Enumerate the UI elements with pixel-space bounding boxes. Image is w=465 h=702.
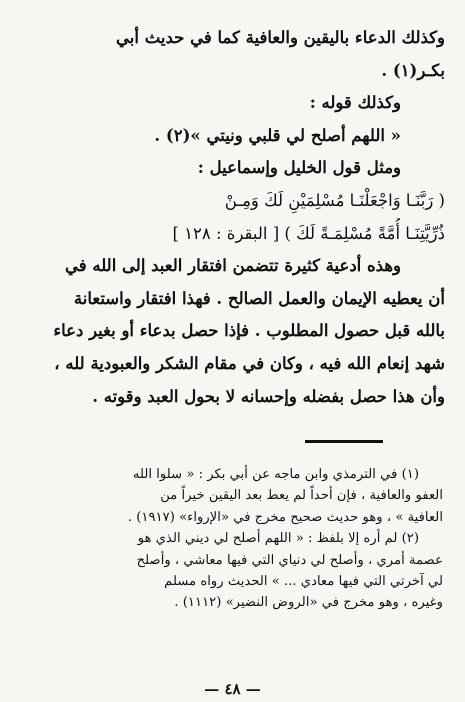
footnote-line: (١) في الترمذي وابن ماجه عن أبي بكر : « سلوا الله (132, 467, 419, 482)
page-number: — ٤٨ — (204, 680, 261, 698)
text-line: وكذلك الدعاء باليقين والعافية كما في حديث أبي (116, 28, 445, 47)
text-line: شهد إنعام الله فيه ، وكان في مقام الشكر والعبودية لله ، (54, 353, 445, 373)
main-text (18, 22, 445, 413)
text-line: ومثل قول الخليل وإسماعيل : (197, 158, 401, 178)
text-line: أن يعطيه الإيمان والعمل الصالح . فهذا افتقار واستعانة (73, 288, 445, 308)
footnote-line: العفو والعافية ، فإن أحداً لم يعط بعد اليقين خيراً من (160, 488, 443, 504)
footnotes (18, 464, 443, 614)
quran-verse-line: ( رَبَّنَـا وَاجْعَلْنَـا مُسْلِمَيْنِ لَكَ وَمِـنْ (224, 190, 445, 210)
text-line: بكـر(١) . (381, 60, 445, 80)
text-line: وكذلك قوله : (309, 93, 401, 113)
quran-verse-line: ذُرِّيَّتِنَـا أُمَّةً مُسْلِمَـةً لَكَ ) [ البقرة : ١٢٨ ] (172, 223, 445, 243)
footnote-line: (٢) لم أره إلا بلفظ : « اللهم أصلح لي ديني الذي هو (137, 531, 419, 547)
text-line: وهذه أدعية كثيرة تتضمن افتقار العبد إلى الله في (64, 256, 401, 276)
footnote-line: العافية » ، وهو حديث صحيح مخرج في «الإرواء» (١٩١٧) . (127, 509, 443, 525)
text-line: بالله قبل حصول المطلوب . فإذا حصل بدعاء أو بغير دعاء (53, 321, 445, 341)
footnote-line: لي آخرتي التي فيها معادي ... » الحديث رواه مسلم (164, 573, 443, 589)
footnote-divider (305, 440, 383, 443)
hadith-quote: « اللهم أصلح لي قلبي ونيتي »(٢) . (154, 125, 401, 145)
footnote-line: عصمة أمري ، وأصلح لي دنياي التي فيها معاشي ، وأصلح (136, 552, 443, 568)
text-line: وأن هذا حصل بفضله وإحسانه لا بحول العبد وقوته . (92, 386, 445, 406)
footnote-line: وغيره ، وهو مخرج في «الروض النضير» (١١١٢) . (174, 595, 443, 611)
